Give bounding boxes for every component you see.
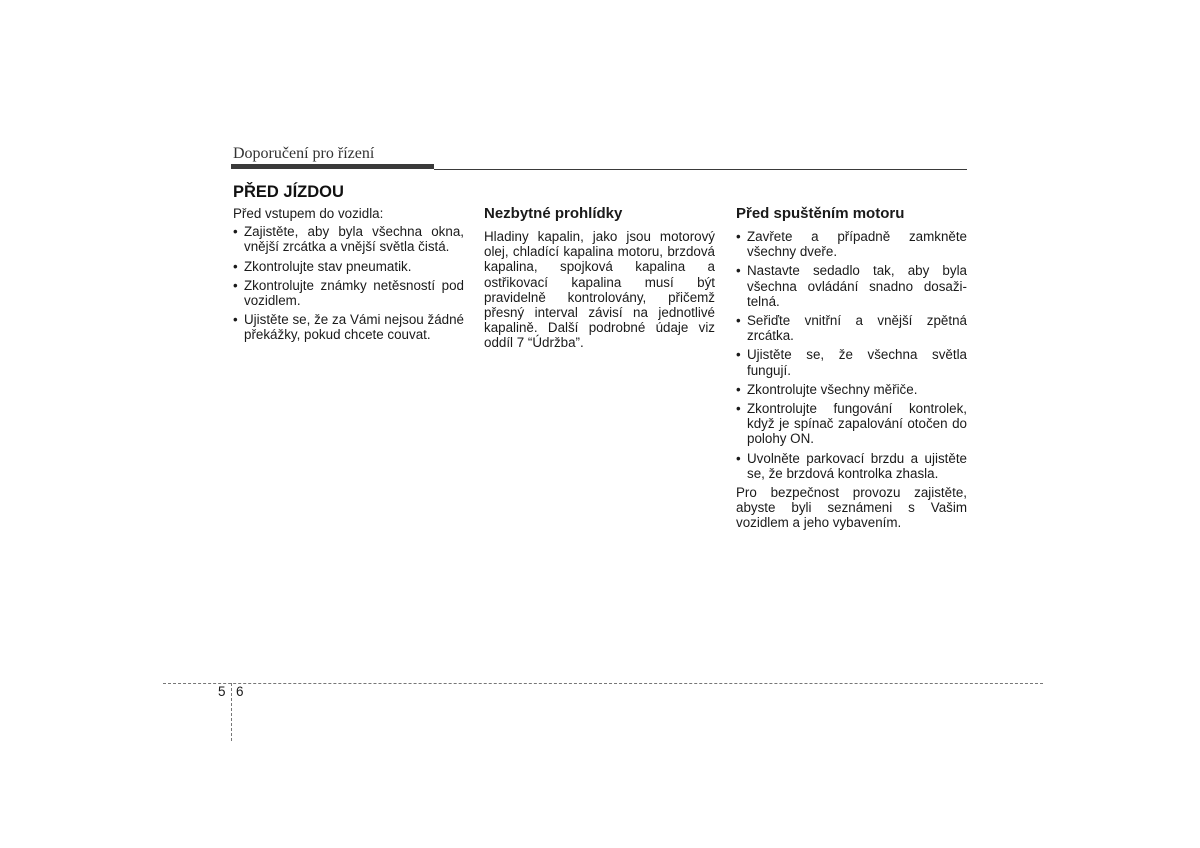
check-list: [736, 229, 967, 481]
list-item: • Nastavte sedadlo tak, aby byla všechna ovládání snadno dosaži-telná.: [736, 263, 967, 309]
bullet-icon: •: [233, 277, 238, 293]
header-rule: [434, 169, 967, 170]
list-item: • Uvolněte parkovací brzdu a ujistěte se, že brzdová kontrolka zhasla.: [736, 450, 967, 481]
bullet-icon: •: [233, 224, 238, 240]
bullet-icon: •: [736, 347, 741, 363]
bullet-icon: •: [233, 258, 238, 274]
bullet-icon: •: [233, 312, 238, 328]
bullet-icon: •: [736, 263, 741, 279]
check-list: [233, 224, 464, 342]
footer-vertical-divider: [231, 683, 232, 741]
list-item: • Zajistěte, aby byla všechna okna, vnější zrcátka a vnější světla čistá.: [233, 224, 464, 255]
bullet-icon: •: [736, 450, 741, 466]
list-item: • Seřiďte vnitřní a vnější zpětná zrcátka.: [736, 313, 967, 344]
list-item: • Ujistěte se, že všechna světla fungují.: [736, 347, 967, 378]
bullet-icon: •: [736, 229, 741, 244]
list-item: • Zavřete a případně zamkněte všechny dveře.: [736, 229, 967, 260]
safety-note: Pro bezpečnost provozu zajistěte, abyste byli seznámeni s Vašim vozidlem a jeho vybavením.: [736, 485, 967, 531]
page-number: 6: [236, 684, 244, 699]
list-item: • Ujistěte se, že za Vámi nejsou žádné překážky, pokud chcete couvat.: [233, 312, 464, 343]
footer-divider: [163, 683, 1043, 684]
subheading: Před spuštěním motoru: [736, 205, 905, 222]
section-title: PŘED JÍZDOU: [233, 183, 344, 201]
bullet-icon: •: [736, 381, 741, 397]
subheading: Nezbytné prohlídky: [484, 205, 623, 222]
list-item: • Zkontrolujte fungování kontrolek, když je spínač zapalování otočen do polohy ON.: [736, 401, 967, 447]
column-before-starting-engine: [736, 205, 967, 534]
column-required-inspections: [484, 205, 715, 354]
list-item: • Zkontrolujte všechny měřiče.: [736, 381, 918, 397]
bullet-icon: •: [736, 313, 741, 329]
body-text: Hladiny kapalin, jako jsou motorový olej, chladící kapalina motoru, brzdová kapalina, spojková kapalina a ostřikovací kapalina musí být pravidelně kontrolovány, přičemž přesný interval závisí na jednotlivé kapalině. Další podrobné údaje viz oddíl 7 “Údržba”.: [484, 229, 715, 351]
intro-text: Před vstupem do vozidla:: [233, 206, 384, 221]
column-before-entering: [233, 206, 464, 347]
chapter-number: 5: [218, 684, 226, 699]
header-bar: [231, 164, 434, 169]
list-item: • Zkontrolujte stav pneumatik.: [233, 258, 412, 274]
list-item: • Zkontrolujte známky netěsností pod vozidlem.: [233, 277, 464, 309]
bullet-icon: •: [736, 401, 741, 417]
chapter-title: Doporučení pro řízení: [233, 145, 375, 162]
